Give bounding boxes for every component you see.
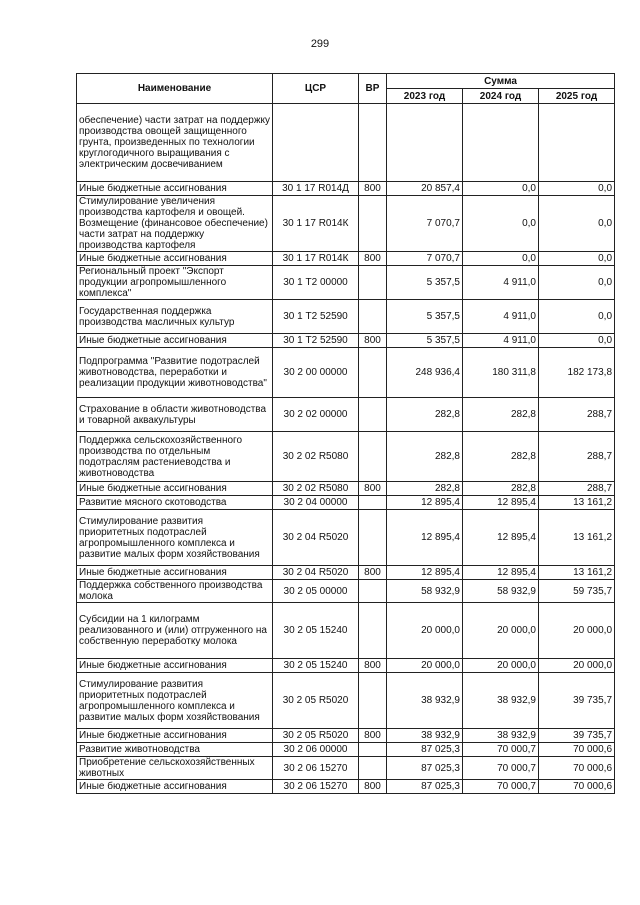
row-sum-2025: 0,0 [539, 252, 615, 266]
row-sum-2025: 0,0 [539, 182, 615, 196]
row-sum-2025: 0,0 [539, 300, 615, 334]
row-sum-2024: 12 895,4 [463, 510, 539, 566]
row-vr: 800 [359, 182, 387, 196]
row-vr [359, 603, 387, 659]
row-sum-2023: 38 932,9 [387, 729, 463, 743]
table-row [77, 496, 615, 510]
row-vr: 800 [359, 482, 387, 496]
row-sum-2025: 0,0 [539, 266, 615, 300]
row-sum-2025: 20 000,0 [539, 603, 615, 659]
table-body [77, 104, 615, 794]
table-row [77, 300, 615, 334]
row-vr: 800 [359, 780, 387, 794]
row-sum-2023: 20 000,0 [387, 603, 463, 659]
header-name: Наименование [77, 74, 273, 104]
table-row [77, 603, 615, 659]
row-sum-2025: 13 161,2 [539, 566, 615, 580]
row-sum-2023: 7 070,7 [387, 252, 463, 266]
row-name: Государственная поддержка производства масличных культур [77, 300, 273, 334]
row-sum-2023: 12 895,4 [387, 510, 463, 566]
row-name: Иные бюджетные ассигнования [77, 252, 273, 266]
row-vr [359, 300, 387, 334]
row-sum-2025: 288,7 [539, 398, 615, 432]
row-sum-2023: 282,8 [387, 432, 463, 482]
row-sum-2023: 5 357,5 [387, 334, 463, 348]
row-name: Иные бюджетные ассигнования [77, 729, 273, 743]
row-sum-2023: 12 895,4 [387, 496, 463, 510]
row-csr: 30 1 Т2 52590 [273, 300, 359, 334]
row-vr [359, 510, 387, 566]
row-sum-2024: 180 311,8 [463, 348, 539, 398]
row-sum-2025 [539, 104, 615, 182]
row-sum-2024: 70 000,7 [463, 780, 539, 794]
table-row [77, 580, 615, 603]
row-sum-2024: 20 000,0 [463, 603, 539, 659]
row-vr: 800 [359, 729, 387, 743]
row-csr: 30 2 02 R5080 [273, 482, 359, 496]
row-csr: 30 2 06 15270 [273, 780, 359, 794]
row-vr [359, 743, 387, 757]
row-name: Поддержка собственного производства молока [77, 580, 273, 603]
row-sum-2025: 288,7 [539, 482, 615, 496]
row-vr [359, 398, 387, 432]
table-row [77, 566, 615, 580]
row-sum-2024: 0,0 [463, 182, 539, 196]
row-csr: 30 2 06 15270 [273, 757, 359, 780]
row-name: Иные бюджетные ассигнования [77, 334, 273, 348]
row-sum-2024: 70 000,7 [463, 743, 539, 757]
row-name: обеспечение) части затрат на поддержку производства овощей защищенного грунта, произведенных по технологии круглогодичного выращивания с электрическим досвечиванием [77, 104, 273, 182]
row-csr: 30 2 05 00000 [273, 580, 359, 603]
row-sum-2025: 288,7 [539, 432, 615, 482]
row-name: Развитие мясного скотоводства [77, 496, 273, 510]
row-csr: 30 2 04 R5020 [273, 510, 359, 566]
row-name: Иные бюджетные ассигнования [77, 659, 273, 673]
row-sum-2025: 70 000,6 [539, 780, 615, 794]
row-sum-2025: 13 161,2 [539, 496, 615, 510]
table-row [77, 104, 615, 182]
row-csr: 30 2 00 00000 [273, 348, 359, 398]
table-row [77, 334, 615, 348]
row-sum-2023: 7 070,7 [387, 196, 463, 252]
row-name: Иные бюджетные ассигнования [77, 780, 273, 794]
row-sum-2024: 282,8 [463, 482, 539, 496]
table-row [77, 729, 615, 743]
row-name: Приобретение сельскохозяйственных животных [77, 757, 273, 780]
row-name: Поддержка сельскохозяйственного производства по отдельным подотраслям растениеводства и животноводства [77, 432, 273, 482]
row-name: Подпрограмма "Развитие подотраслей животноводства, переработки и реализации продукции животноводства" [77, 348, 273, 398]
header-year-2024: 2024 год [463, 89, 539, 104]
row-sum-2024: 38 932,9 [463, 729, 539, 743]
row-name: Развитие животноводства [77, 743, 273, 757]
row-name: Региональный проект "Экспорт продукции агропромышленного комплекса" [77, 266, 273, 300]
row-sum-2024: 4 911,0 [463, 300, 539, 334]
row-name: Стимулирование развития приоритетных подотраслей агропромышленного комплекса и развитие малых форм хозяйствования [77, 510, 273, 566]
row-csr: 30 1 Т2 52590 [273, 334, 359, 348]
row-sum-2023: 282,8 [387, 482, 463, 496]
table-row [77, 348, 615, 398]
table-row [77, 757, 615, 780]
row-sum-2024: 58 932,9 [463, 580, 539, 603]
budget-table [76, 73, 615, 794]
row-sum-2024: 282,8 [463, 432, 539, 482]
row-vr: 800 [359, 252, 387, 266]
table-row [77, 196, 615, 252]
row-name: Иные бюджетные ассигнования [77, 482, 273, 496]
header-csr: ЦСР [273, 74, 359, 104]
row-vr [359, 580, 387, 603]
row-sum-2025: 39 735,7 [539, 729, 615, 743]
row-sum-2024: 12 895,4 [463, 566, 539, 580]
row-sum-2024: 0,0 [463, 252, 539, 266]
row-sum-2023: 87 025,3 [387, 743, 463, 757]
row-csr: 30 1 17 R014Д [273, 182, 359, 196]
row-vr [359, 266, 387, 300]
row-csr: 30 2 06 00000 [273, 743, 359, 757]
header-year-2023: 2023 год [387, 89, 463, 104]
row-vr [359, 196, 387, 252]
row-sum-2023: 12 895,4 [387, 566, 463, 580]
row-vr [359, 496, 387, 510]
row-sum-2024: 20 000,0 [463, 659, 539, 673]
row-sum-2024: 12 895,4 [463, 496, 539, 510]
row-sum-2023: 58 932,9 [387, 580, 463, 603]
row-sum-2025: 0,0 [539, 196, 615, 252]
page-number: 299 [310, 38, 330, 50]
row-sum-2023 [387, 104, 463, 182]
row-vr [359, 757, 387, 780]
row-sum-2025: 70 000,6 [539, 757, 615, 780]
row-sum-2025: 39 735,7 [539, 673, 615, 729]
row-sum-2023: 38 932,9 [387, 673, 463, 729]
row-csr [273, 104, 359, 182]
row-sum-2023: 87 025,3 [387, 757, 463, 780]
row-vr [359, 673, 387, 729]
row-csr: 30 1 17 R014К [273, 252, 359, 266]
row-sum-2025: 70 000,6 [539, 743, 615, 757]
row-csr: 30 1 17 R014К [273, 196, 359, 252]
row-csr: 30 2 05 R5020 [273, 729, 359, 743]
row-sum-2024: 70 000,7 [463, 757, 539, 780]
row-sum-2023: 87 025,3 [387, 780, 463, 794]
row-sum-2024: 38 932,9 [463, 673, 539, 729]
row-csr: 30 2 04 00000 [273, 496, 359, 510]
table-row [77, 482, 615, 496]
table-row [77, 780, 615, 794]
row-name: Иные бюджетные ассигнования [77, 182, 273, 196]
table-row [77, 510, 615, 566]
row-name: Стимулирование развития приоритетных подотраслей агропромышленного комплекса и развитие малых форм хозяйствования [77, 673, 273, 729]
table-row [77, 398, 615, 432]
row-vr: 800 [359, 659, 387, 673]
row-csr: 30 2 04 R5020 [273, 566, 359, 580]
header-sum: Сумма [387, 74, 615, 89]
row-name: Иные бюджетные ассигнования [77, 566, 273, 580]
header-year-2025: 2025 год [539, 89, 615, 104]
row-csr: 30 2 05 R5020 [273, 673, 359, 729]
row-vr: 800 [359, 334, 387, 348]
row-sum-2025: 20 000,0 [539, 659, 615, 673]
row-sum-2023: 5 357,5 [387, 300, 463, 334]
row-name: Страхование в области животноводства и товарной аквакультуры [77, 398, 273, 432]
row-sum-2023: 282,8 [387, 398, 463, 432]
row-csr: 30 1 Т2 00000 [273, 266, 359, 300]
row-vr: 800 [359, 566, 387, 580]
row-sum-2023: 20 000,0 [387, 659, 463, 673]
row-sum-2023: 248 936,4 [387, 348, 463, 398]
row-csr: 30 2 02 R5080 [273, 432, 359, 482]
row-sum-2023: 5 357,5 [387, 266, 463, 300]
row-vr [359, 432, 387, 482]
row-sum-2024: 4 911,0 [463, 334, 539, 348]
row-vr [359, 348, 387, 398]
table-header [77, 74, 615, 104]
table-row [77, 743, 615, 757]
row-sum-2025: 182 173,8 [539, 348, 615, 398]
row-csr: 30 2 05 15240 [273, 659, 359, 673]
row-sum-2024: 4 911,0 [463, 266, 539, 300]
table-row [77, 432, 615, 482]
table-row [77, 659, 615, 673]
header-vr: ВР [359, 74, 387, 104]
row-sum-2025: 0,0 [539, 334, 615, 348]
table-row [77, 252, 615, 266]
table-row [77, 182, 615, 196]
row-name: Субсидии на 1 килограмм реализованного и (или) отгруженного на собственную переработку молока [77, 603, 273, 659]
row-csr: 30 2 05 15240 [273, 603, 359, 659]
table-row [77, 673, 615, 729]
table-row [77, 266, 615, 300]
row-name: Стимулирование увеличения производства картофеля и овощей. Возмещение (финансовое обеспечение) части затрат на поддержку производства картофеля [77, 196, 273, 252]
row-sum-2024: 282,8 [463, 398, 539, 432]
row-sum-2024: 0,0 [463, 196, 539, 252]
row-csr: 30 2 02 00000 [273, 398, 359, 432]
row-sum-2025: 13 161,2 [539, 510, 615, 566]
row-sum-2024 [463, 104, 539, 182]
row-sum-2025: 59 735,7 [539, 580, 615, 603]
row-sum-2023: 20 857,4 [387, 182, 463, 196]
row-vr [359, 104, 387, 182]
